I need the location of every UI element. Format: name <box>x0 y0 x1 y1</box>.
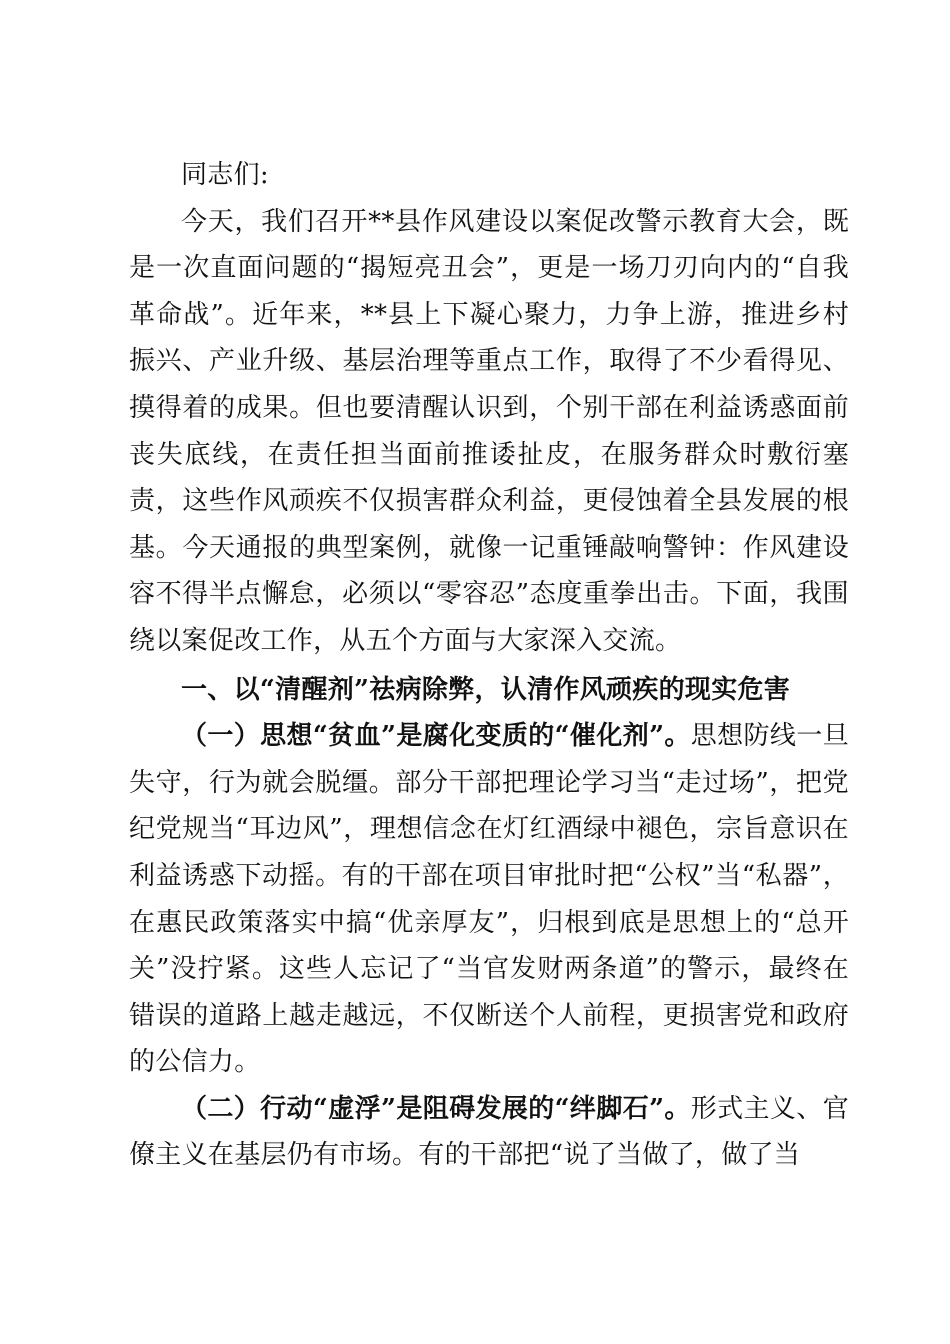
item-2-body: 形式主义、官僚主义在基层仍有市场。有的干部把“说了当做了，做了当 <box>129 1093 849 1171</box>
intro-paragraph: 今天，我们召开**县作风建设以案促改警示教育大会，既是一次直面问题的“揭短亮丑会”，更是一场刀刃向内的“自我革命战”。近年来，**县上下凝心聚力，力争上游，推进乡村振兴、产业升级、基层治理等重点工作，取得了不少看得见、摸得着的成果。但也要清醒认识到，个别干部在利益诱惑面前丧失底线，在责任担当面前推诿扯皮，在服务群众时敷衍塞责，这些作风顽疾不仅损害群众利益，更侵蚀着全县发展的根基。今天通报的典型案例，就像一记重锤敲响警钟：作风建设容不得半点懈怠，必须以“零容忍”态度重拳出击。下面，我围绕以案促改工作，从五个方面与大家深入交流。 <box>129 206 849 656</box>
document-body <box>129 152 849 1179</box>
item-2-paragraph <box>129 1086 849 1179</box>
section-1-heading: 一、以“清醒剂”祛病除弊，认清作风顽疾的现实危害 <box>181 674 791 705</box>
item-1-paragraph <box>129 713 849 1086</box>
salutation: 同志们: <box>181 160 269 190</box>
item-1-title: （一）思想“贫血”是腐化变质的“催化剂”。 <box>181 721 691 752</box>
item-1-body: 思想防线一旦失守，行为就会脱缰。部分干部把理论学习当“走过场”，把党纪党规当“耳边风”，理想信念在灯红酒绿中褪色，宗旨意识在利益诱惑下动摇。有的干部在项目审批时把“公权”当“私器”，在惠民政策落实中搞“优亲厚友”，归根到底是思想上的“总开关”没拧紧。这些人忘记了“当官发财两条道”的警示，最终在错误的道路上越走越远，不仅断送个人前程，更损害党和政府的公信力。 <box>129 721 849 1078</box>
item-2-title: （二）行动“虚浮”是阻碍发展的“绊脚石”。 <box>181 1093 691 1124</box>
